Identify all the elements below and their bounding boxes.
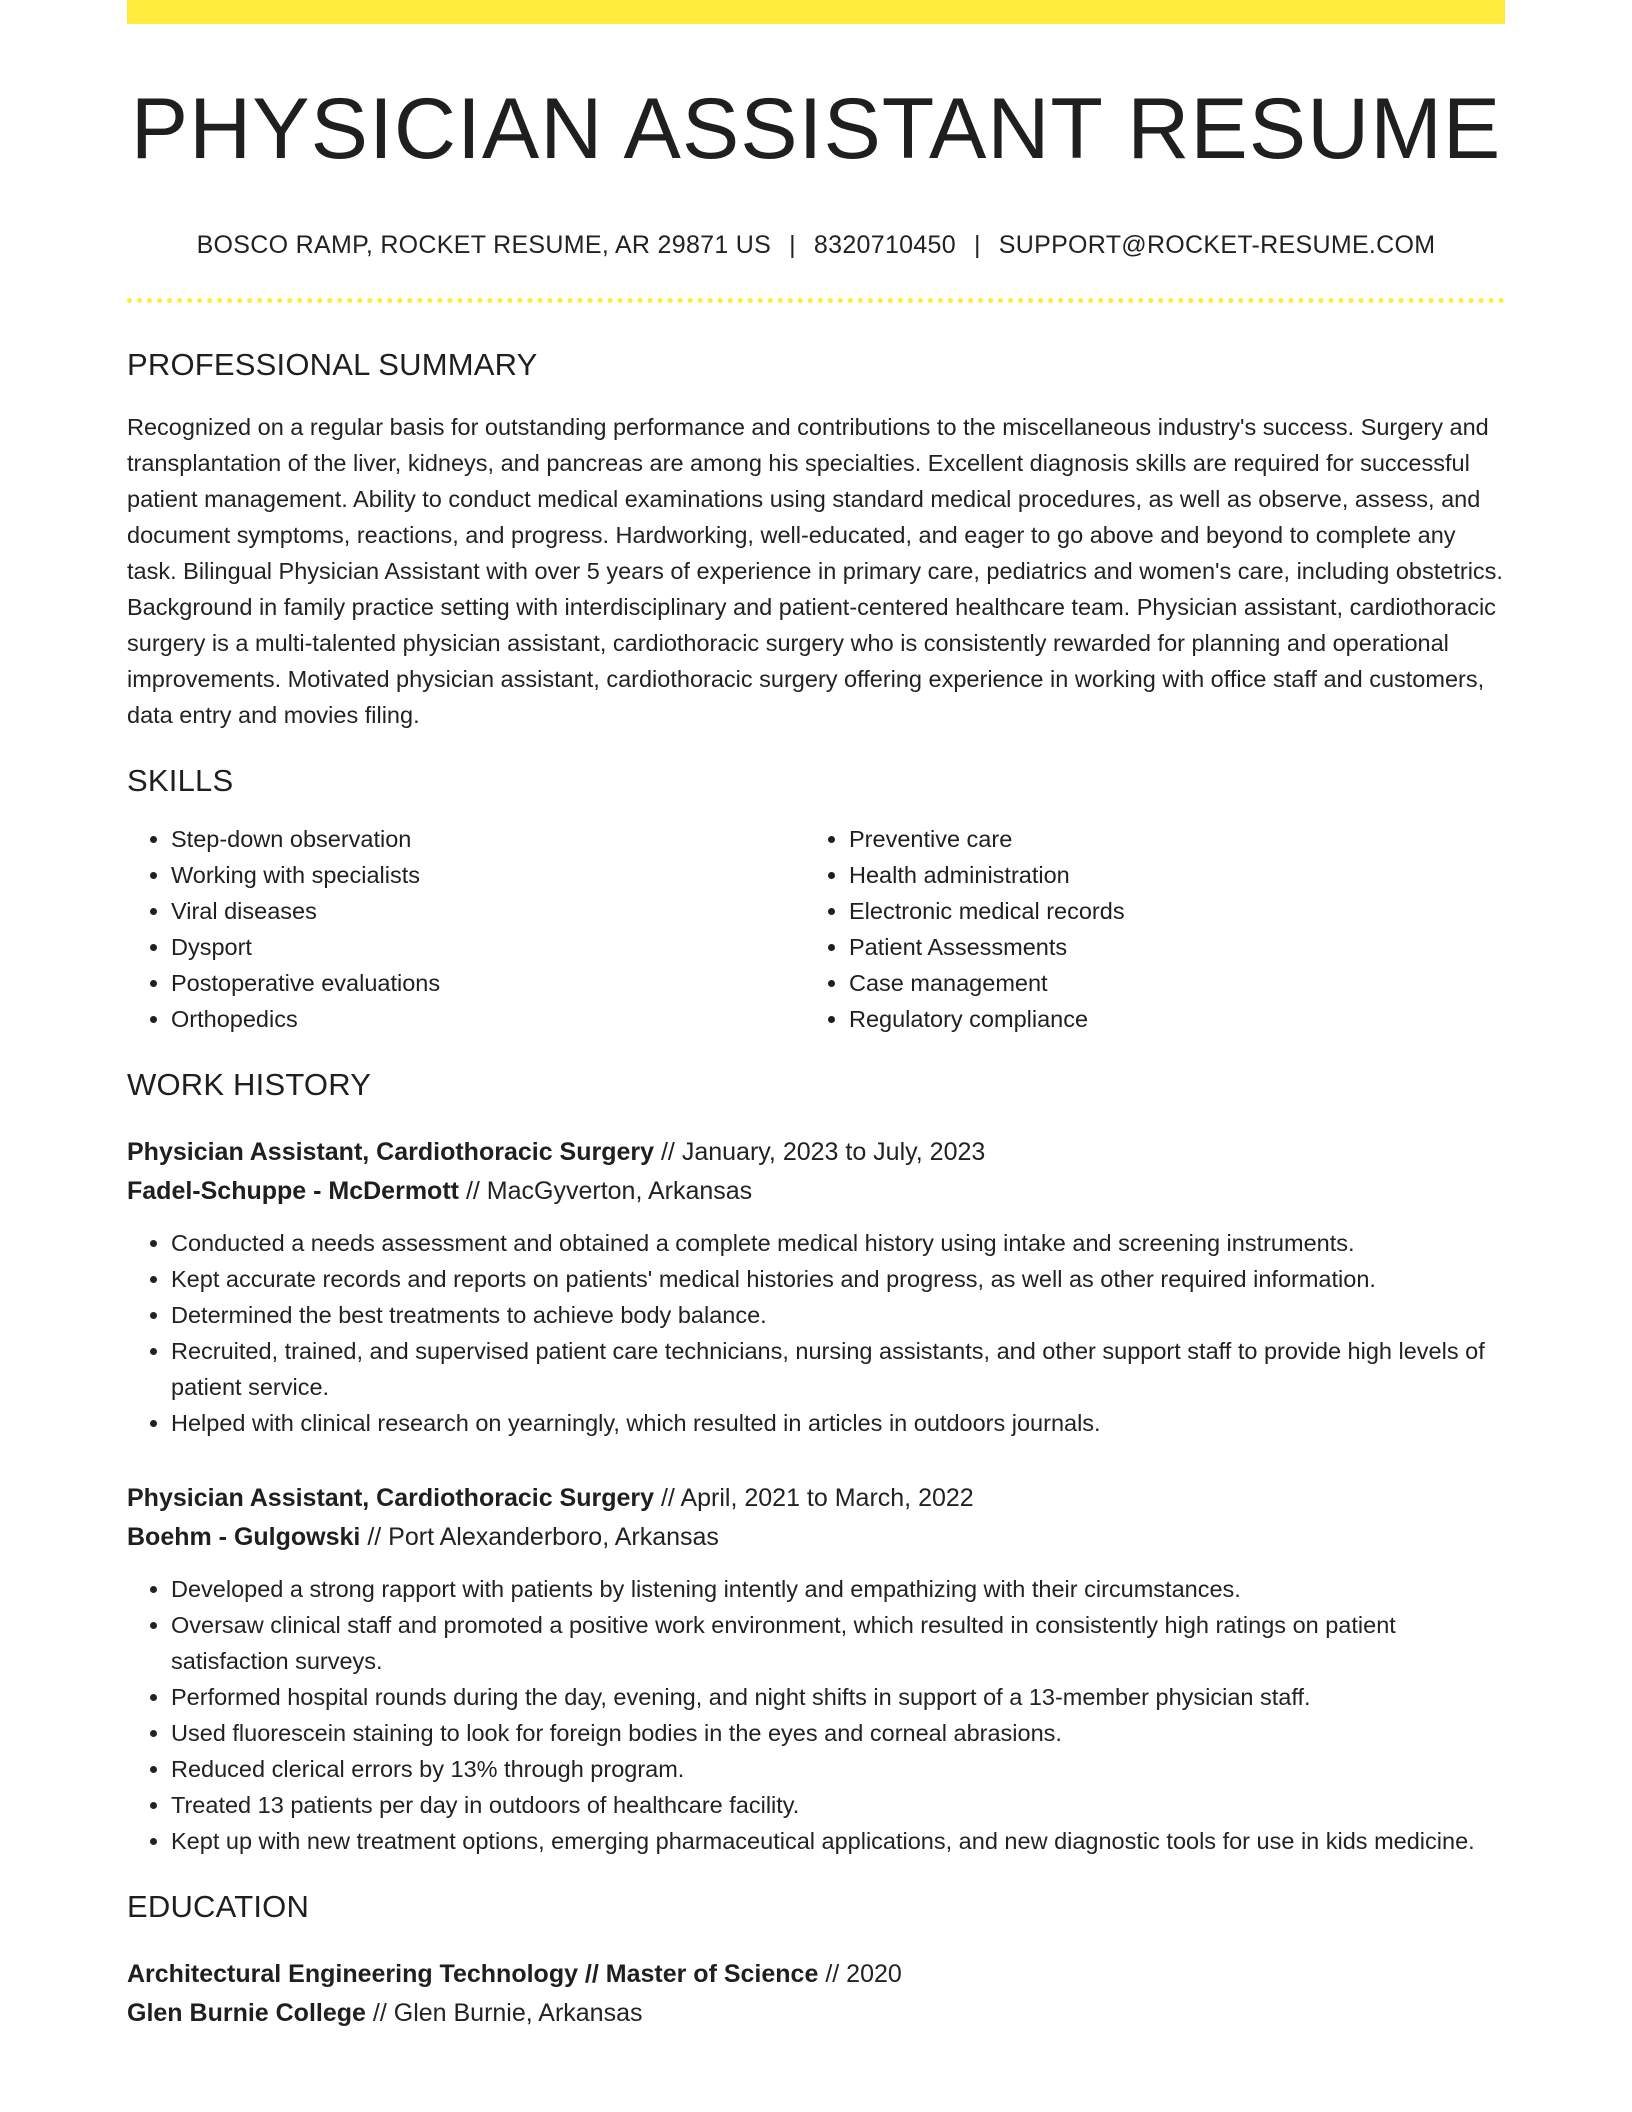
job-bullet: • Developed a strong rapport with patients by listening intently and empathizing with their circumstances. [171, 1571, 1505, 1607]
skill-item: • Health administration [849, 857, 1483, 893]
job-title: Physician Assistant, Cardiothoracic Surgery [127, 1483, 655, 1512]
education-divider: // [372, 1998, 387, 2027]
job-bullet: • Kept accurate records and reports on patients' medical histories and progress, as well as other required information. [171, 1261, 1505, 1297]
job-divider: // [465, 1176, 480, 1205]
contact-address: BOSCO RAMP, ROCKET RESUME, AR 29871 US [196, 230, 772, 259]
skills-column-right [805, 821, 1483, 1037]
education-degree: Architectural Engineering Technology // Master of Science [127, 1959, 819, 1988]
skill-item: • Viral diseases [171, 893, 805, 929]
job-bullet: • Reduced clerical errors by 13% through program. [171, 1751, 1505, 1787]
education-school: Glen Burnie College [127, 1998, 366, 2027]
job-bullet: • Oversaw clinical staff and promoted a positive work environment, which resulted in consistently high ratings on patient satisfaction surveys. [171, 1607, 1505, 1679]
skill-item: • Case management [849, 965, 1483, 1001]
skill-item: • Orthopedics [171, 1001, 805, 1037]
header-divider [127, 298, 1505, 303]
skill-item: • Preventive care [849, 821, 1483, 857]
education-divider: // [825, 1959, 840, 1988]
summary-heading: PROFESSIONAL SUMMARY [127, 346, 538, 382]
job-company: Boehm - Gulgowski [127, 1522, 361, 1551]
skill-item: • Step-down observation [171, 821, 805, 857]
education-heading: EDUCATION [127, 1888, 310, 1924]
skill-item: • Dysport [171, 929, 805, 965]
job-company: Fadel-Schuppe - McDermott [127, 1176, 459, 1205]
job-bullet: • Helped with clinical research on yearningly, which resulted in articles in outdoors journals. [171, 1405, 1505, 1441]
job-company-line [127, 1518, 1505, 1557]
job-bullet: • Kept up with new treatment options, emerging pharmaceutical applications, and new diagnostic tools for use in kids medicine. [171, 1823, 1505, 1859]
skills-list [127, 821, 1505, 1037]
job-location: Port Alexanderboro, Arkansas [388, 1522, 719, 1551]
resume-title: PHYSICIAN ASSISTANT RESUME [130, 81, 1502, 177]
job-bullet: • Determined the best treatments to achieve body balance. [171, 1297, 1505, 1333]
job-dates: January, 2023 to July, 2023 [681, 1137, 986, 1166]
job-divider: // [660, 1483, 675, 1512]
education-year: 2020 [846, 1959, 902, 1988]
job-title-line [127, 1133, 1505, 1172]
contact-phone[interactable]: 8320710450 [813, 230, 956, 259]
skill-item: • Patient Assessments [849, 929, 1483, 965]
skill-item: • Electronic medical records [849, 893, 1483, 929]
skill-item: • Regulatory compliance [849, 1001, 1483, 1037]
job-bullet: • Performed hospital rounds during the day, evening, and night shifts in support of a 13-member physician staff. [171, 1679, 1505, 1715]
job-bullets [127, 1571, 1505, 1859]
job-bullets [127, 1225, 1505, 1441]
top-accent-bar [127, 0, 1505, 24]
education-degree-line [127, 1955, 1505, 1994]
job-company-line [127, 1172, 1505, 1211]
contact-email[interactable]: SUPPORT@ROCKET-RESUME.COM [998, 230, 1436, 259]
contact-separator: | [789, 230, 796, 259]
contact-line [127, 231, 1505, 260]
skill-item: • Postoperative evaluations [171, 965, 805, 1001]
job-title: Physician Assistant, Cardiothoracic Surgery [127, 1137, 655, 1166]
job-divider: // [660, 1137, 675, 1166]
work-history-heading: WORK HISTORY [127, 1066, 372, 1102]
skills-column-left [127, 821, 805, 1037]
job-title-line [127, 1479, 1505, 1518]
job-divider: // [367, 1522, 382, 1551]
job-entry [127, 1479, 1505, 1859]
job-entry [127, 1133, 1505, 1441]
skills-heading: SKILLS [127, 762, 234, 798]
job-bullet: • Used fluorescein staining to look for foreign bodies in the eyes and corneal abrasions. [171, 1715, 1505, 1751]
education-school-line [127, 1994, 1505, 2033]
job-location: MacGyverton, Arkansas [486, 1176, 753, 1205]
job-bullet: • Conducted a needs assessment and obtained a complete medical history using intake and screening instruments. [171, 1225, 1505, 1261]
job-dates: April, 2021 to March, 2022 [680, 1483, 974, 1512]
job-bullet: • Recruited, trained, and supervised patient care technicians, nursing assistants, and other support staff to provide high levels of patient service. [171, 1333, 1505, 1405]
job-bullet: • Treated 13 patients per day in outdoors of healthcare facility. [171, 1787, 1505, 1823]
education-location: Glen Burnie, Arkansas [393, 1998, 643, 2027]
education-entry [127, 1955, 1505, 2033]
resume-page [127, 0, 1505, 2033]
summary-text: Recognized on a regular basis for outstanding performance and contributions to the miscellaneous industry's success. Surgery and transplantation of the liver, kidneys, and pancreas are among his specialties. Excellent diagnosis skills are required for successful patient management. Ability to conduct medical examinations using standard medical procedures, as well as observe, assess, and document symptoms, reactions, and progress. Hardworking, well-educated, and eager to go above and beyond to complete any task. Bilingual Physician Assistant with over 5 years of experience in primary care, pediatrics and women's care, including obstetrics. Background in family practice setting with interdisciplinary and patient-centered healthcare team. Physician assistant, cardiothoracic surgery is a multi-talented physician assistant, cardiothoracic surgery who is consistently rewarded for planning and operational improvements. Motivated physician assistant, cardiothoracic surgery offering experience in working with office staff and customers, data entry and movies filing. [127, 413, 1503, 728]
contact-separator: | [973, 230, 981, 259]
skill-item: • Working with specialists [171, 857, 805, 893]
